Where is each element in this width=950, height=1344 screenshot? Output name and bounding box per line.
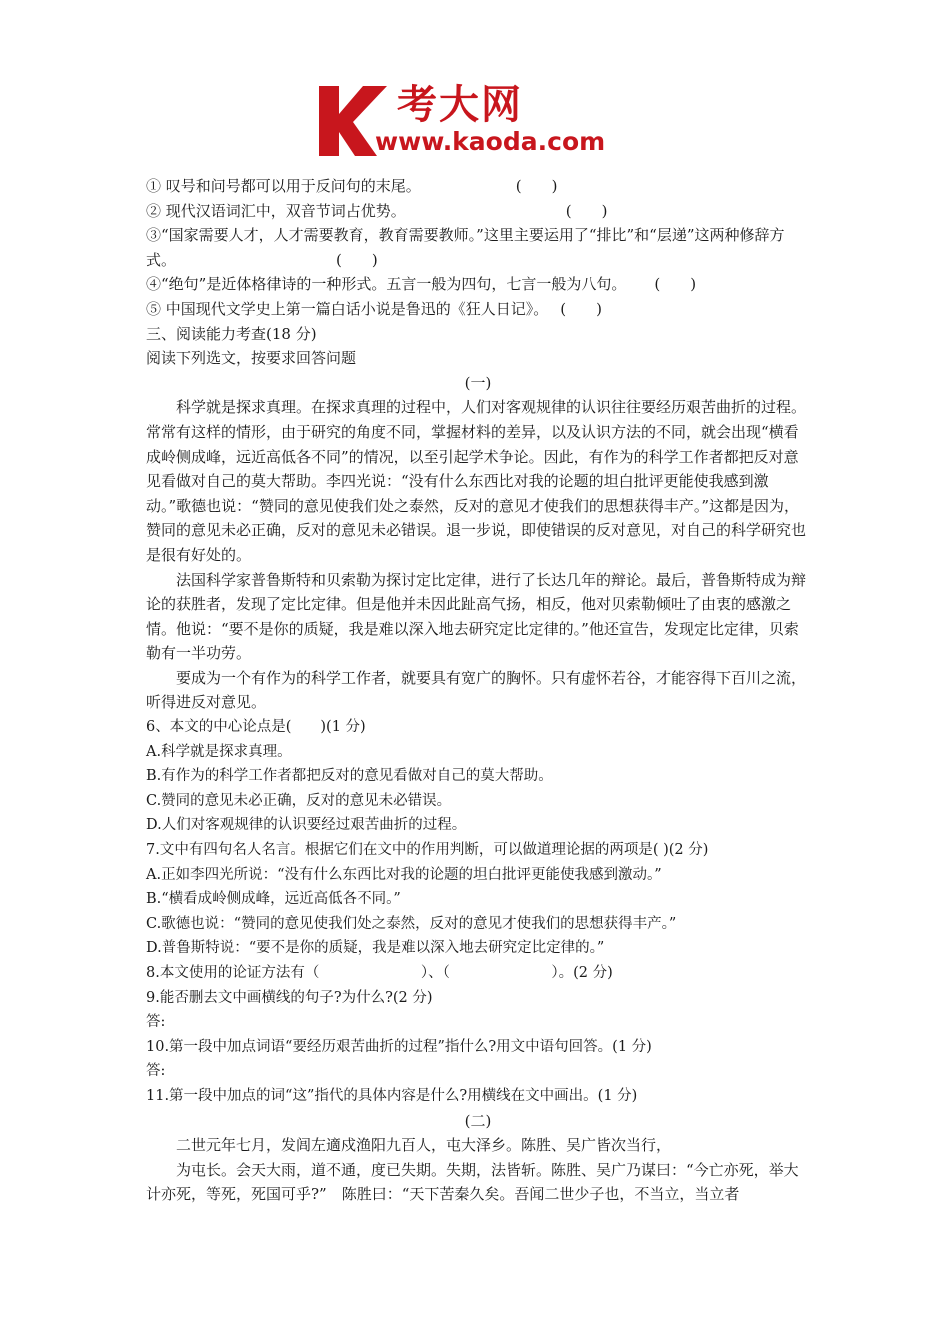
answer-blank: ( ) [654,275,697,294]
q7-option-a: A.正如李四光所说：“没有什么东西比对我的论题的坦白批评更能使我感到激动。” [146,866,662,883]
document-body [146,174,810,1207]
logo-brand-cn: 考大网 [397,82,523,128]
logo-url: www.kaoda.com [375,127,606,156]
judge-item-3: ③“国家需要人才，人才需要教育，教育需要教师。”这里主要运用了“排比”和“层递”这两种修辞方式。 ( ) [146,226,785,269]
q6-option-b: B.有作为的科学工作者都把反对的意见看做对自己的莫大帮助。 [146,768,553,785]
part-label-1: (一) [464,373,492,392]
classical-paragraph: 为屯长。会天大雨，道不通，度已失期。失期，法皆斩。陈胜、吴广乃谋曰：“今亡亦死，举大计亦死，等死，死国可乎?” 陈胜曰：“天下苦秦久矣。吾闻二世少子也，不当立，当立者 [146,1160,799,1204]
q9-answer-label: 答: [146,1014,166,1031]
section-heading: 三、阅读能力考查(18 分) [146,324,317,343]
kaoda-logo [313,80,643,160]
judge-item-4: ④“绝句”是近体格律诗的一种形式。五言一般为四句，七言一般为八句。 ( ) [146,275,697,294]
question-6: 6、本文的中心论点是( )(1 分) [146,719,366,736]
q7-option-c: C.歌德也说：“赞同的意见使我们处之泰然，反对的意见才使我们的思想获得丰产。” [146,915,677,932]
question-7: 7.文中有四句名人名言。根据它们在文中的作用判断，可以做道理论据的两项是( )(2 分) [146,842,709,859]
judge-item-5: ⑤ 中国现代文学史上第一篇白话小说是鲁迅的《狂人日记》。 ( ) [146,299,602,318]
q7-option-d: D.普鲁斯特说：“要不是你的质疑，我是难以深入地去研究定比定律的。” [146,940,605,957]
passage-paragraph-3: 要成为一个有作为的科学工作者，就要具有宽广的胸怀。只有虚怀若谷，才能容得下百川之流，听得进反对意见。 [146,668,807,712]
question-8: 8.本文使用的论证方法有（ ）、（ ）。(2 分) [146,965,613,981]
question-9: 9.能否删去文中画横线的句子?为什么?(2 分) [146,989,433,1006]
q6-option-a: A.科学就是探求真理。 [146,743,292,760]
judge-item-2: ② 现代汉语词汇中，双音节词占优势。 ( ) [146,201,608,220]
passage-paragraph-2: 法国科学家普鲁斯特和贝索勒为探讨定比定律，进行了长达几年的辩论。最后，普鲁斯特成为辩论的获胜者，发现了定比定律。但是他并未因此趾高气扬，相反，他对贝索勒倾吐了由衷的感激之情。他说：“要不是你的质疑，我是难以深入地去研究定比定律的。”他还宣告，发现定比定律，贝索勒有一半功劳。 [146,570,807,663]
answer-blank: ( ) [515,177,558,195]
question-10: 10.第一段中加点词语“要经历艰苦曲折的过程”指什么?用文中语句回答。(1 分) [146,1038,652,1055]
question-11: 11.第一段中加点的词“这”指代的具体内容是什么?用横线在文中画出。(1 分) [146,1087,638,1104]
answer-blank: ( ) [565,201,608,220]
q6-option-d: D.人们对客观规律的认识要经过艰苦曲折的过程。 [146,817,467,834]
classical-line-1: 二世元年七月，发闾左適戍渔阳九百人，屯大泽乡。陈胜、吴广皆次当行， [176,1136,672,1155]
q6-option-c: C.赞同的意见未必正确，反对的意见未必错误。 [146,792,452,809]
judge-item-1: ① 叹号和问号都可以用于反问句的末尾。 ( ) [146,177,558,195]
section-instruction: 阅读下列选文，按要求回答问题 [146,349,357,368]
q7-option-b: B.“横看成岭侧成峰，远近高低各不同。” [146,891,401,908]
passage-paragraph-1: 科学就是探求真理。在探求真理的过程中，人们对客观规律的认识往往要经历艰苦曲折的过程。常常有这样的情形，由于研究的角度不同，掌握材料的差异，以及认识方法的不同，就会出现“横看成岭侧成峰，远近高低各不同”的情况，以至引起学术争论。因此，有作为的科学工作者都把反对意见看做对自己的莫大帮助。李四光说：“没有什么东西比对我的论题的坦白批评更能使我感到激动。”歌德也说：“赞同的意见使我们处之泰然，反对的意见才使我们的思想获得丰产。”这都是因为，赞同的意见未必正确，反对的意见未必错误。退一步说，即使错误的反对意见，对自己的科学研究也是很有好处的。 [146,398,807,564]
answer-blank: ( ) [560,299,602,318]
q10-answer-label: 答: [146,1063,166,1080]
answer-blank: ( ) [336,250,378,269]
part-label-2: (二) [464,1111,492,1130]
